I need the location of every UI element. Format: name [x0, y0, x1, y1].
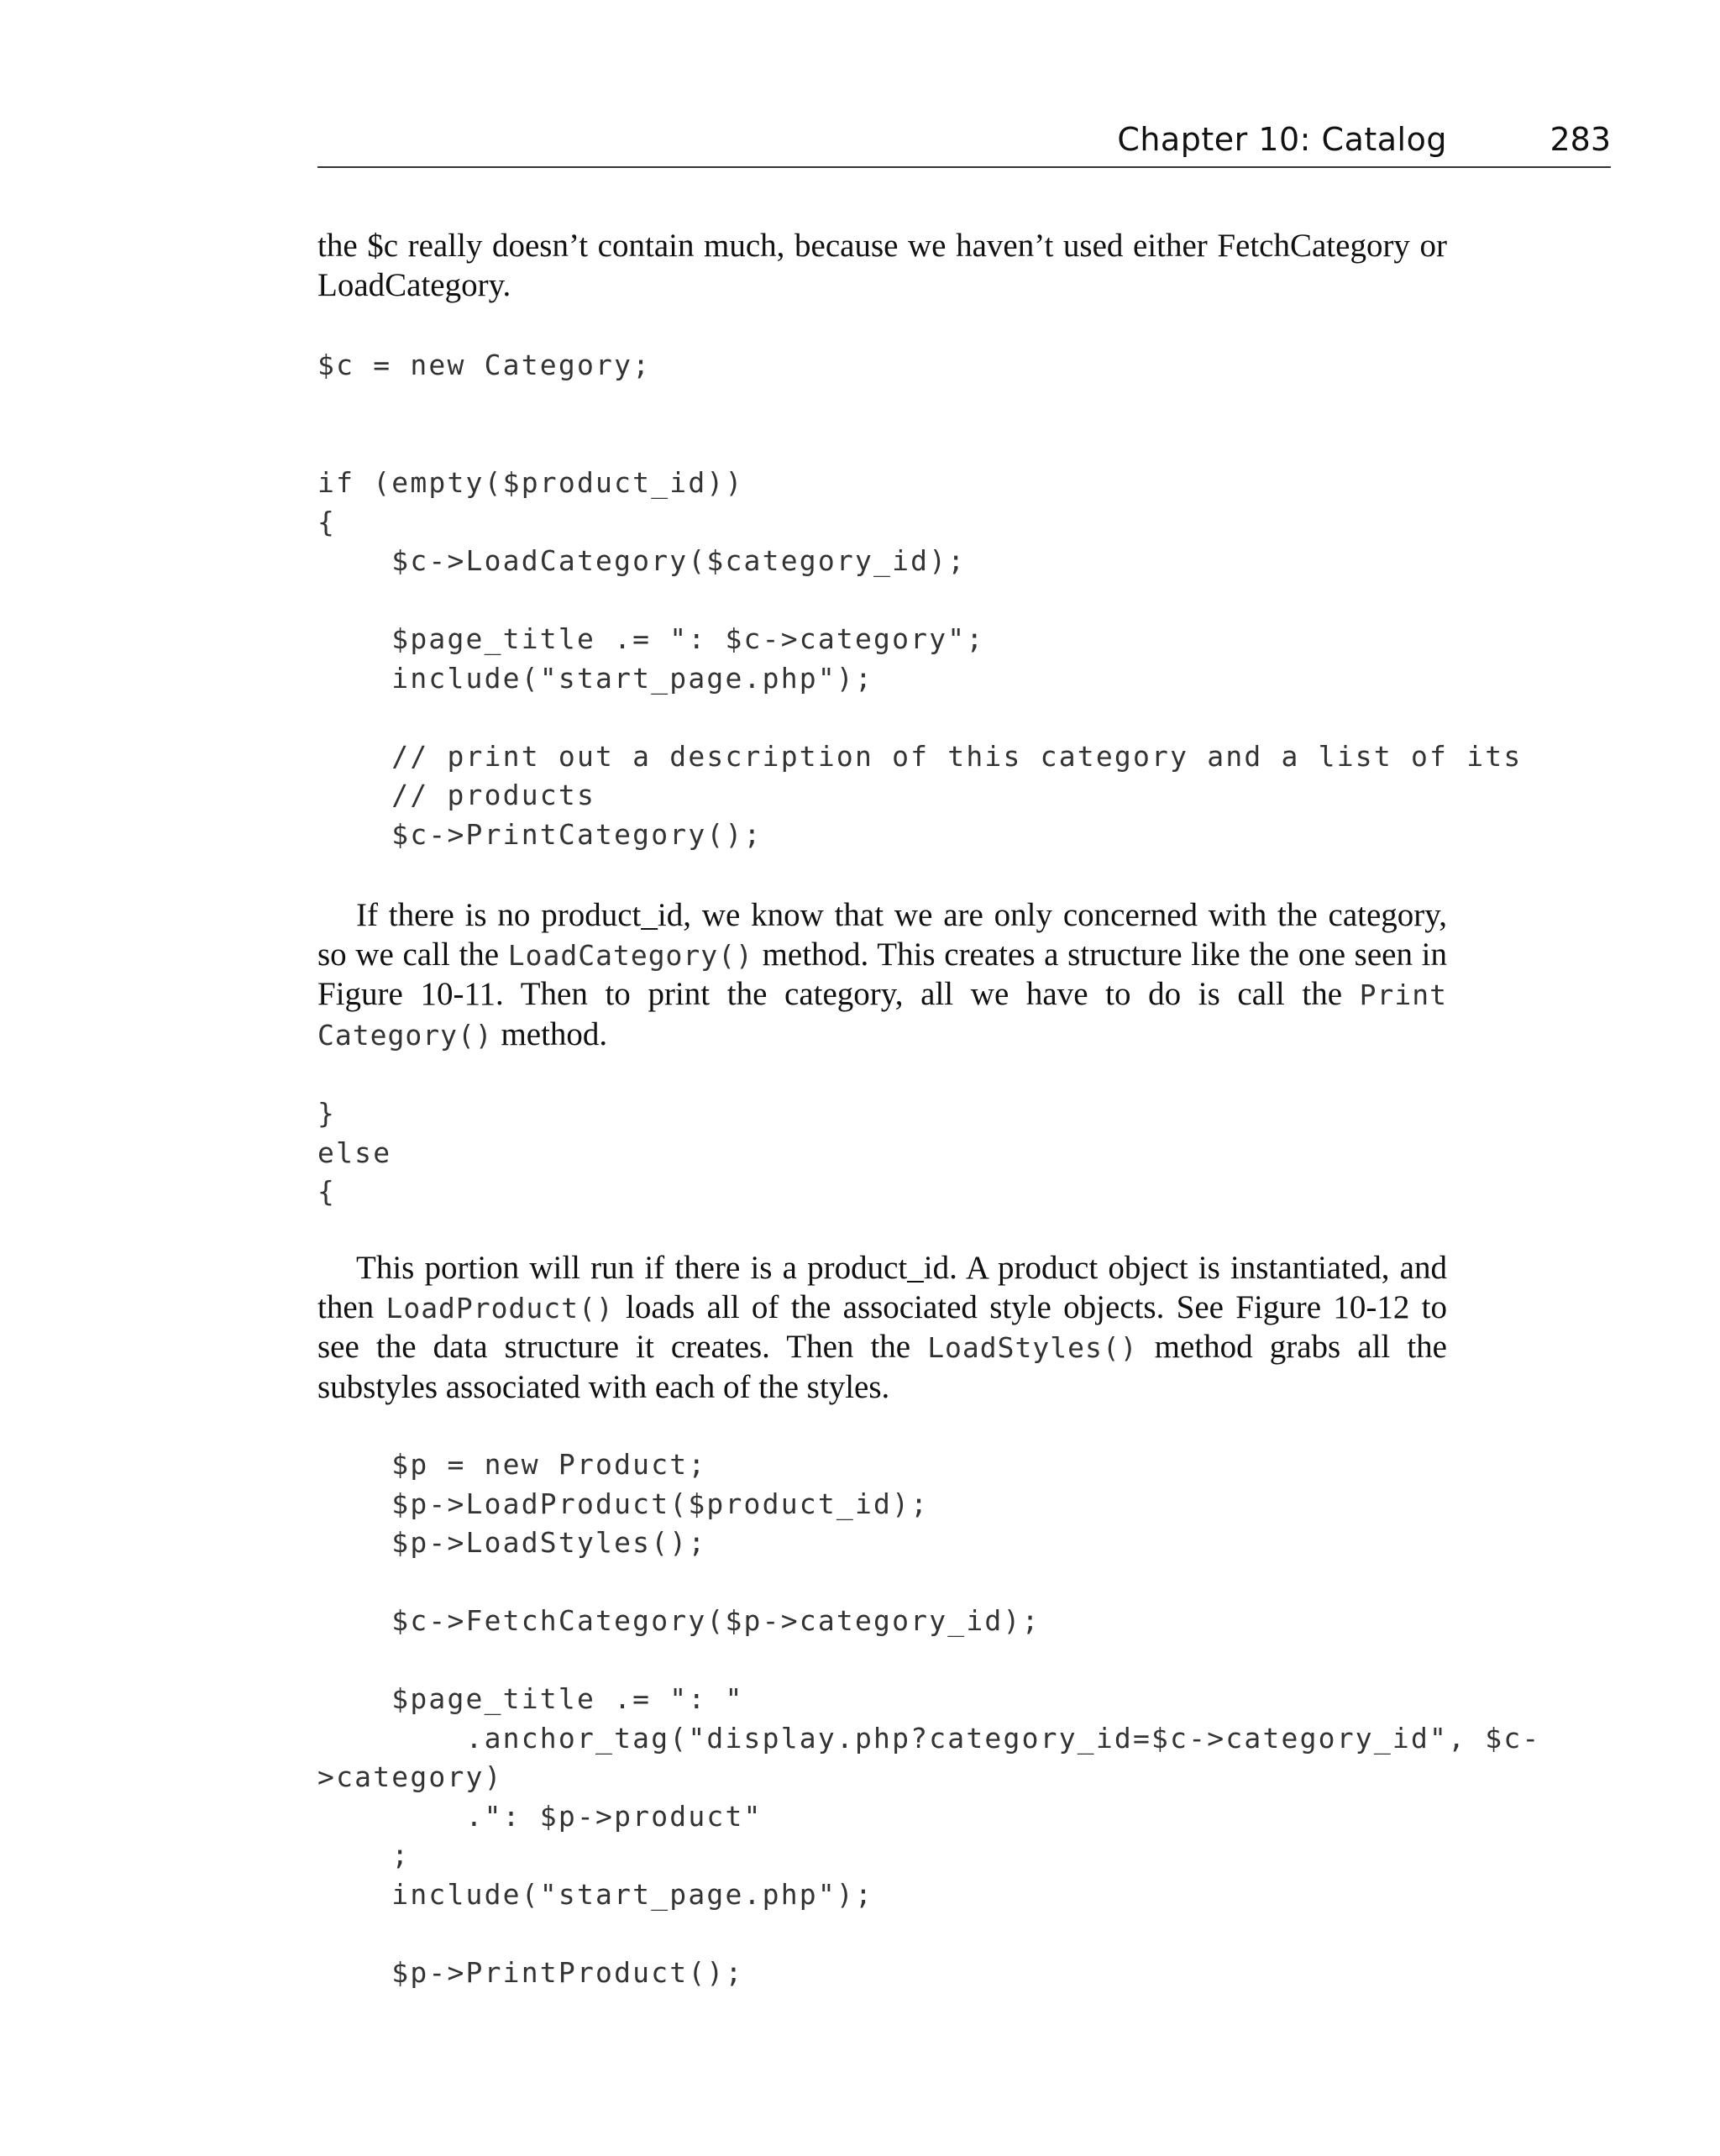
inline-code-loadstyles: LoadStyles() — [927, 1331, 1138, 1364]
paragraph-text: method. — [492, 1015, 608, 1052]
page-number: 283 — [1550, 121, 1611, 158]
running-header — [317, 116, 1611, 168]
paragraph-text: If there is no product_id, we know that we are only concerned with the category, so we call the — [317, 897, 1447, 973]
code-block-else: } else { — [317, 1097, 392, 1208]
paragraph-text: method grabs all the substyles associated with each of the styles. — [317, 1329, 1447, 1405]
paragraph-intro: the $c really doesn’t contain much, because we haven’t used either FetchCategory or LoadCategory. — [317, 228, 1447, 303]
inline-code-loadproduct: LoadProduct() — [385, 1291, 614, 1325]
code-block-if-empty-product: if (empty($product_id)) { $c->LoadCategory($category_id); $page_title .= ": $c->category"; include("start_page.php"); // print out a description of this category and a list of its // products $c->PrintCategory(); — [317, 466, 1523, 851]
paragraph-load-category — [317, 896, 1447, 1055]
paragraph-text: method. This creates a structure like the one seen in Figure 10-11. Then to print the category, all we have to do is call the — [317, 936, 1447, 1012]
chapter-title: Chapter 10: Catalog — [1117, 121, 1447, 158]
paragraph-text: This portion will run if there is a product_id. A product object is instantiated, and then — [317, 1250, 1447, 1325]
inline-code-loadcategory: LoadCategory() — [507, 938, 753, 972]
paragraph-product — [317, 1249, 1447, 1407]
code-block-product: $p = new Product; $p->LoadProduct($product_id); $p->LoadStyles(); $c->FetchCategory($p->category_id); $page_title .= ": " .anchor_tag("display.php?category_id=$c->category_id", $c- >category) .": $p->product" ; include("start_page.php"); $p->PrintProduct(); — [317, 1448, 1541, 1989]
paragraph-text: loads all of the associated style objects. See Figure 10-12 to see the data structure it creates. Then the — [317, 1288, 1447, 1365]
inline-code-printcategory: Print Category() — [317, 978, 1447, 1052]
code-block-new-category: $c = new Category; — [317, 349, 652, 381]
